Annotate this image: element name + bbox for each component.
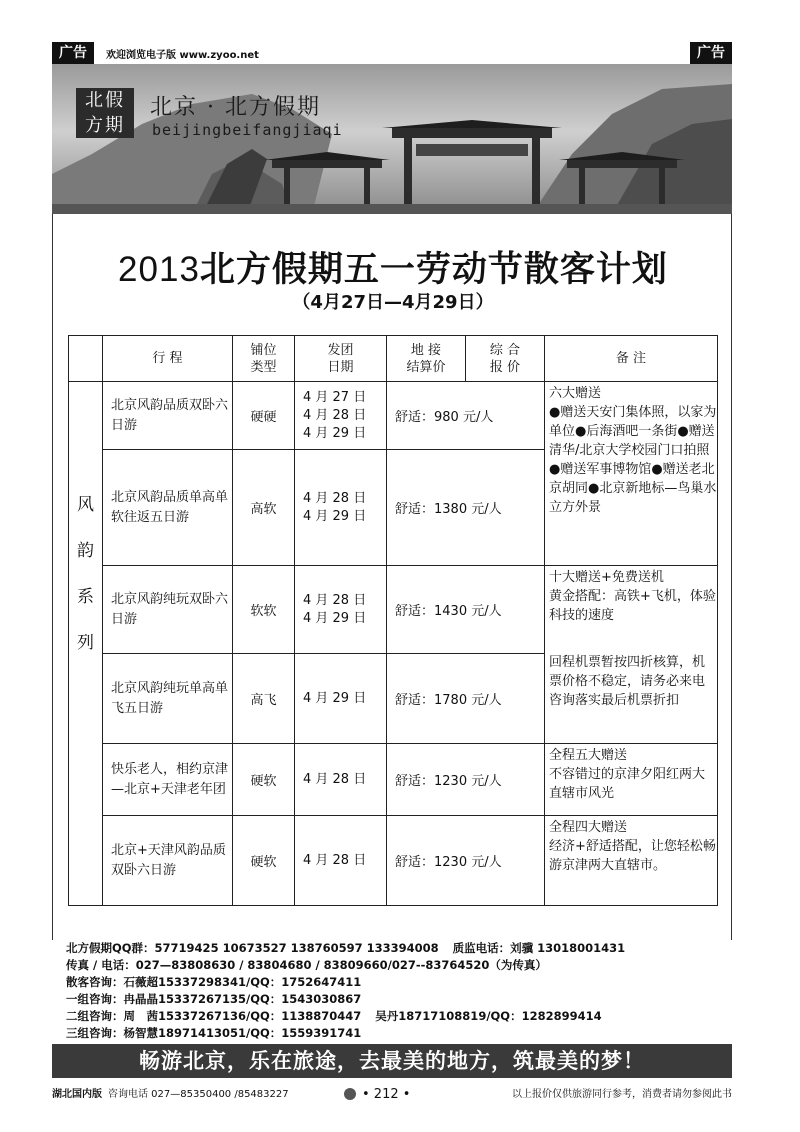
berth-cell: 硬软 [233,744,295,816]
series-char: 韵 [77,540,94,561]
group2b-line: 吴丹18717108819/QQ：1282899414 [375,1009,602,1023]
price-cell: 舒适：1230 元/人 [387,816,545,906]
banner [52,64,732,214]
brand-pinyin: beijingbeifangjiaqi [152,121,343,139]
great-wall-illustration [52,64,732,214]
series-char: 风 [77,494,94,515]
note-cell [545,382,718,566]
dates-cell [295,654,387,744]
header-total [466,336,544,381]
dates-cell [295,816,387,906]
title-year: 2013 [118,250,200,289]
note-cell [545,566,718,744]
berth-cell: 软软 [233,566,295,654]
contact-info [66,940,736,1042]
contact-line [66,940,736,957]
dates-cell [295,382,387,450]
top-bar [52,42,732,64]
footer-section: 湖北国内版 [52,1089,102,1100]
table-row [69,566,718,654]
footer-disclaimer: 以上报价仅供旅游同行参考，消费者请勿参阅此书 [512,1089,732,1100]
route-cell: 北京风韵品质单高单软往返五日游 [103,450,233,566]
berth-cell: 硬软 [233,816,295,906]
route-cell: 北京风韵纯玩单高单飞五日游 [103,654,233,744]
group2-line: 二组咨询：周 茜15337267136/QQ：1138870447 [66,1009,362,1023]
table-row [69,744,718,816]
table-row [69,816,718,906]
brand-name: 北京 · 北方假期 [150,95,321,120]
note-cell [545,816,718,906]
slogan-bar: 畅游北京，乐在旅途，去最美的地方，筑最美的梦！ [52,1044,732,1078]
header-depart-2: 日期 [327,359,354,375]
date-item: 4 月 28 日 [303,852,367,868]
route-cell: 北京+天津风韵品质双卧六日游 [103,816,233,906]
header-berth-1: 铺位 [250,342,277,358]
page-number [344,1087,410,1104]
table-row [69,382,718,450]
group1-line: 一组咨询：冉晶晶15337267135/QQ：1543030867 [66,992,362,1006]
title-dates: （4月27日—4月29日） [292,292,494,313]
header-depart-1: 发团 [327,342,354,358]
header-berth [233,336,295,382]
note-text: 全程五大赠送 不容错过的京津夕阳红两大直辖市风光 [549,748,706,801]
header-price [387,336,545,382]
header-series [69,336,103,382]
header-berth-2: 类型 [250,359,277,375]
quality-phone: 质监电话：刘骥 13018001431 [452,941,626,955]
footer-left [52,1087,289,1103]
header-note: 备 注 [545,336,718,382]
title-main: 北方假期五一劳动节散客计划 [199,250,668,290]
brand-logo: 北假方期 [76,88,134,138]
series-label [69,382,103,906]
date-item: 4 月 28 日 [303,407,367,423]
header-local-2: 结算价 [406,359,446,375]
price-cell: 舒适：1230 元/人 [387,744,545,816]
dates-cell [295,744,387,816]
qq-group: 北方假期QQ群：57719425 10673527 138760597 133394008 [66,941,439,955]
price-cell: 舒适：1780 元/人 [387,654,545,744]
note-text: 全程四大赠送 经济+舒适搭配，让您轻松畅游京津两大直辖市。 [549,820,716,873]
dates-cell [295,450,387,566]
note-text: 十大赠送+免费送机 黄金搭配：高铁+飞机，体验科技的速度 [549,570,716,623]
date-item: 4 月 29 日 [303,610,367,626]
date-item: 4 月 29 日 [303,425,367,441]
route-cell: 北京风韵纯玩双卧六日游 [103,566,233,654]
date-item: 4 月 29 日 [303,690,367,706]
page-badge-icon [344,1088,356,1100]
date-item: 4 月 28 日 [303,771,367,787]
series-text [69,482,102,666]
header-local-1: 地 接 [410,342,442,358]
route-cell: 快乐老人，相约京津—北京+天津老年团 [103,744,233,816]
fax-line: 传真 / 电话：027—83808630 / 83804680 / 83809660/027--83764520（为传真） [66,958,547,972]
page-title [53,242,733,292]
date-item: 4 月 27 日 [303,389,367,405]
ad-tag-left: 广告 [52,42,94,64]
header-local [387,336,466,381]
berth-cell: 硬硬 [233,382,295,450]
price-cell: 舒适：1430 元/人 [387,566,545,654]
header-route: 行 程 [103,336,233,382]
tour-plan-table [68,335,718,906]
content-frame [52,214,732,940]
contact-line [66,1008,736,1025]
site-note[interactable]: 欢迎浏览电子版 www.zyoo.net [106,50,259,61]
dates-cell [295,566,387,654]
page-number-text: • 212 • [362,1087,411,1102]
date-item: 4 月 28 日 [303,592,367,608]
footer-phone: 咨询电话 027—85350400 /85483227 [108,1089,289,1100]
price-header-split [387,336,544,381]
price-cell: 舒适：1380 元/人 [387,450,545,566]
note-cell [545,744,718,816]
note-text: 六大赠送 ●赠送天安门集体照，以家为单位●后海酒吧一条街●赠送清华/北京大学校园门口拍照●赠送军事博物馆●赠送老北京胡同●北京新地标—鸟巢水立方外景 [549,386,717,515]
header-total-1: 综 合 [489,342,521,358]
berth-cell: 高软 [233,450,295,566]
series-char: 列 [77,632,94,653]
berth-cell: 高飞 [233,654,295,744]
ad-tag-right: 广告 [690,42,732,64]
footer [52,1087,732,1103]
header-depart [295,336,387,382]
series-char: 系 [77,586,94,607]
date-item: 4 月 29 日 [303,508,367,524]
table-header-row [69,336,718,382]
group3-line: 三组咨询：杨智慧18971413051/QQ：1559391741 [66,1026,362,1040]
header-total-2: 报 价 [489,359,521,375]
route-cell: 北京风韵品质双卧六日游 [103,382,233,450]
visitor-line: 散客咨询：石薇超15337298341/QQ：1752647411 [66,975,362,989]
note-text: 回程机票暂按四折核算，机票价格不稳定，请务必来电咨询落实最后机票折扣 [549,655,706,708]
price-cell: 舒适：980 元/人 [387,382,545,450]
date-item: 4 月 28 日 [303,490,367,506]
